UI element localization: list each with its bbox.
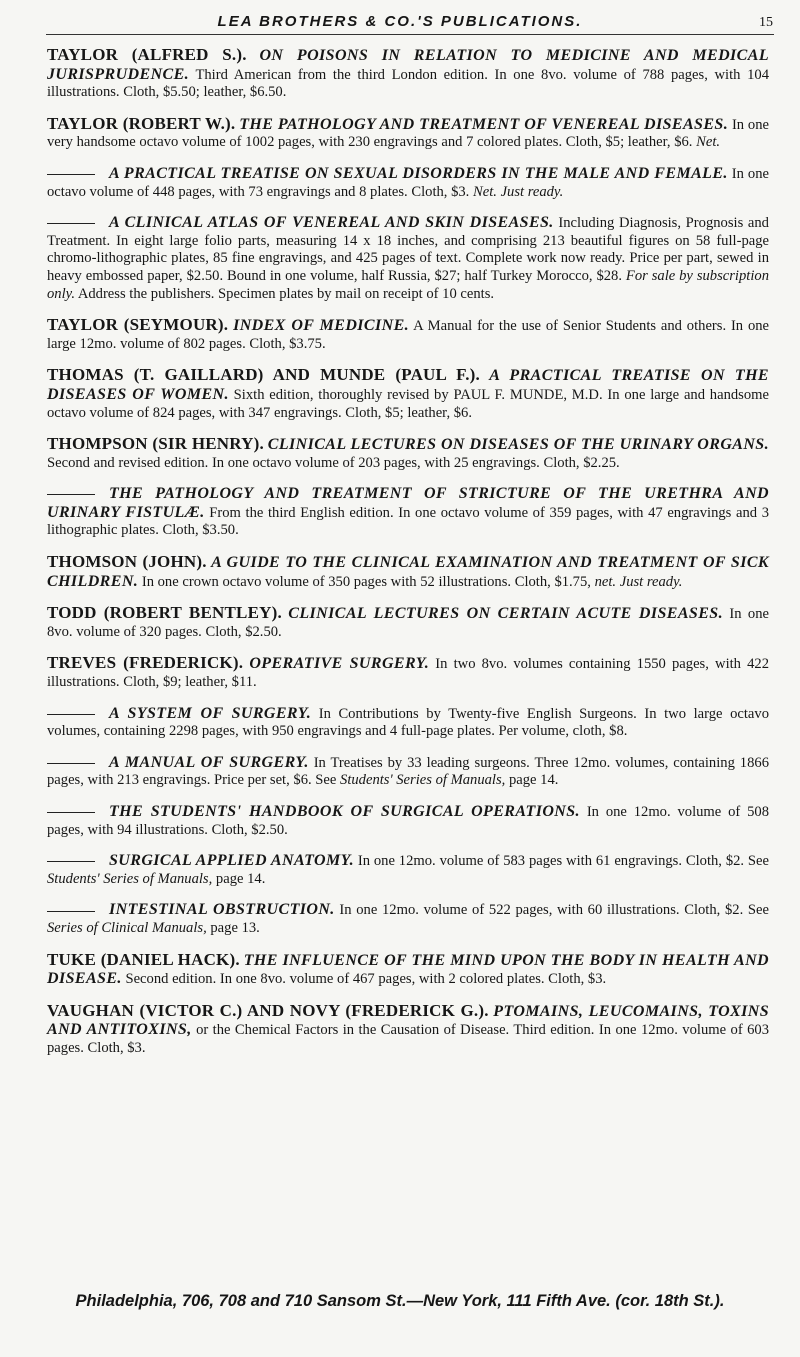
running-title: LEA BROTHERS & CO.'S PUBLICATIONS. <box>217 13 583 30</box>
entry-text: Sixth edition, thoroughly revised by PAUL F. MUNDE, M.D. In one large and handsome octavo volume of 824 pages, with 347 engravings. Cloth, $5; leather, $6. <box>47 386 769 421</box>
entry-text: In Treatises by 33 leading surgeons. Three 12mo. volumes, containing 1866 pages, with 213 engravings. Price per set, $6. See <box>47 754 769 789</box>
entry-author: TAYLOR (ALFRED S.). <box>47 45 247 64</box>
catalog-entry <box>47 901 769 937</box>
ditto-rule <box>47 494 95 495</box>
header-rule <box>46 34 774 35</box>
entry-text: Second edition. In one 8vo. volume of 467 pages, with 2 colored plates. Cloth, $3. <box>125 971 607 988</box>
catalog-entry <box>47 1002 769 1058</box>
entry-author: VAUGHAN (VICTOR C.) AND NOVY (FREDERICK G.). <box>47 1000 489 1020</box>
entry-note: Net. Just ready. <box>473 183 564 200</box>
entry-text: In one crown octavo volume of 350 pages with 52 illustrations. Cloth, $1.75, <box>141 573 591 590</box>
entry-text: In one very handsome octavo volume of 1002 pages, with 230 engravings and 7 colored plates. Cloth, $5; leather, $6. <box>47 116 769 151</box>
running-head <box>0 0 800 36</box>
entry-title: CLINICAL LECTURES ON CERTAIN ACUTE DISEASES. <box>288 605 723 623</box>
catalog-entry <box>47 754 769 790</box>
ditto-rule <box>47 911 95 912</box>
entry-author: THOMPSON (SIR HENRY). <box>47 434 264 454</box>
entry-text: Second and revised edition. In one octavo volume of 203 pages, with 25 engravings. Cloth, $2.25. <box>47 454 620 471</box>
catalog-entry <box>47 951 769 989</box>
entry-note: Net. <box>696 134 721 151</box>
entry-title: A GUIDE TO THE CLINICAL EXAMINATION AND TREATMENT OF SICK CHILDREN. <box>47 554 769 590</box>
catalog-entry <box>47 46 769 102</box>
entry-text: In one octavo volume of 448 pages, with 73 engravings and 8 plates. Cloth, $3. <box>47 165 770 200</box>
entry-author: TUKE (DANIEL HACK). <box>47 949 240 969</box>
entry-title: THE INFLUENCE OF THE MIND UPON THE BODY IN HEALTH AND DISEASE. <box>47 951 769 988</box>
ditto-rule <box>47 763 95 764</box>
entry-text: or the Chemical Factors in the Causation of Disease. Third edition. In one 12mo. volume of 603 pages. Cloth, $3. <box>47 1022 770 1056</box>
entry-text: In one 12mo. volume of 583 pages with 61 engravings. Cloth, $2. See <box>357 853 769 870</box>
ditto-rule <box>47 861 95 862</box>
entry-text: In one 8vo. volume of 320 pages. Cloth, $2.50. <box>47 606 769 640</box>
catalog-entry <box>47 115 769 152</box>
catalog-entry <box>47 435 769 472</box>
entry-note: Series of Clinical Manuals, <box>47 919 207 936</box>
entry-text: In Contributions by Twenty-five English Surgeons. In two large octavo volumes, containing 2298 pages, with 950 engravings and 4 full-page plates. Per volume, cloth, $8. <box>47 705 769 740</box>
entry-text-continued: page 14. <box>215 870 266 887</box>
catalog-entry <box>47 852 769 888</box>
catalog-entries <box>47 46 769 1071</box>
page-number: 15 <box>759 15 773 30</box>
entry-title: THE PATHOLOGY AND TREATMENT OF STRICTURE OF THE URETHRA AND URINARY FISTULÆ. <box>47 485 769 521</box>
entry-text-continued: Address the publishers. Specimen plates by mail on receipt of 10 cents. <box>77 285 495 302</box>
catalog-entry <box>47 654 769 691</box>
ditto-rule <box>47 714 95 715</box>
entry-author: THOMAS (T. GAILLARD) AND MUNDE (PAUL F.). <box>47 365 480 385</box>
entry-note: Students' Series of Manuals, <box>47 870 213 887</box>
entry-title: SURGICAL APPLIED ANATOMY. <box>109 852 354 870</box>
entry-title: THE PATHOLOGY AND TREATMENT OF VENEREAL DISEASES. <box>239 115 729 133</box>
entry-title: INTESTINAL OBSTRUCTION. <box>109 901 335 919</box>
publisher-address-footer: Philadelphia, 706, 708 and 710 Sansom St.—New York, 111 Fifth Ave. (cor. 18th St.). <box>75 1292 725 1310</box>
entry-note: net. Just ready. <box>594 573 683 590</box>
catalog-entry <box>47 316 769 353</box>
entry-title: PTOMAINS, LEUCOMAINS, TOXINS AND ANTITOXINS, <box>47 1002 769 1039</box>
entry-text-continued: page 13. <box>210 919 260 936</box>
ditto-rule <box>47 812 95 813</box>
entry-author: TAYLOR (SEYMOUR). <box>47 315 229 335</box>
entry-title: A MANUAL OF SURGERY. <box>109 753 309 771</box>
entry-title: OPERATIVE SURGERY. <box>249 655 430 673</box>
entry-text-continued: page 14. <box>508 772 559 789</box>
entry-title: A SYSTEM OF SURGERY. <box>109 704 312 722</box>
catalog-entry <box>47 553 769 591</box>
ditto-rule <box>47 174 95 175</box>
entry-author: THOMSON (JOHN). <box>47 552 207 572</box>
catalog-entry <box>47 803 769 839</box>
entry-text: In two 8vo. volumes containing 1550 pages, with 422 illustrations. Cloth, $9; leather, $11. <box>47 656 770 691</box>
entry-text: Including Diagnosis, Prognosis and Treatment. In eight large folio parts, measuring 14 x 18 inches, and comprising 213 beautiful figures on 58 full-page chromo-lithographic plates, 85 fine engravings, and 425 pages of text. Complete work now ready. Price per part, sewed in heavy embossed paper, $2.50. Bound in one volume, half Russia, $27; half Turkey Morocco, $28. <box>47 215 769 284</box>
entry-text: From the third English edition. In one octavo volume of 359 pages, with 47 engravings and 3 lithographic plates. Cloth, $3.50. <box>47 504 769 539</box>
entry-text: A Manual for the use of Senior Students and others. In one large 12mo. volume of 802 pages. Cloth, $3.75. <box>47 318 770 352</box>
catalog-entry <box>47 165 769 201</box>
catalog-entry <box>47 705 769 741</box>
entry-author: TREVES (FREDERICK). <box>47 653 244 673</box>
entry-title: CLINICAL LECTURES ON DISEASES OF THE URINARY ORGANS. <box>267 436 769 454</box>
entry-title: A PRACTICAL TREATISE ON SEXUAL DISORDERS IN THE MALE AND FEMALE. <box>109 164 728 182</box>
entry-author: TAYLOR (ROBERT W.). <box>47 113 236 133</box>
entry-title: THE STUDENTS' HANDBOOK OF SURGICAL OPERATIONS. <box>109 803 580 820</box>
entry-title: INDEX OF MEDICINE. <box>233 317 410 335</box>
entry-text: In one 12mo. volume of 522 pages, with 60 illustrations. Cloth, $2. See <box>339 902 769 919</box>
entry-title: A PRACTICAL TREATISE ON THE DISEASES OF WOMEN. <box>47 367 769 403</box>
entry-text: In one 12mo. volume of 508 pages, with 94 illustrations. Cloth, $2.50. <box>47 804 770 838</box>
ditto-rule <box>47 223 95 224</box>
catalog-entry <box>47 366 769 422</box>
catalog-entry <box>47 214 769 303</box>
entry-title: ON POISONS IN RELATION TO MEDICINE AND MEDICAL JURISPRUDENCE. <box>47 47 769 83</box>
entry-text: Third American from the third London edition. In one 8vo. volume of 788 pages, with 104 illustrations. Cloth, $5.50; leather, $6.50. <box>47 66 769 101</box>
entry-author: TODD (ROBERT BENTLEY). <box>47 603 282 623</box>
catalog-entry <box>47 485 769 540</box>
entry-note: Students' Series of Manuals, <box>340 772 506 789</box>
entry-title: A CLINICAL ATLAS OF VENEREAL AND SKIN DISEASES. <box>109 214 554 232</box>
catalog-entry <box>47 604 769 641</box>
entry-note: For sale by subscription only. <box>47 267 769 302</box>
